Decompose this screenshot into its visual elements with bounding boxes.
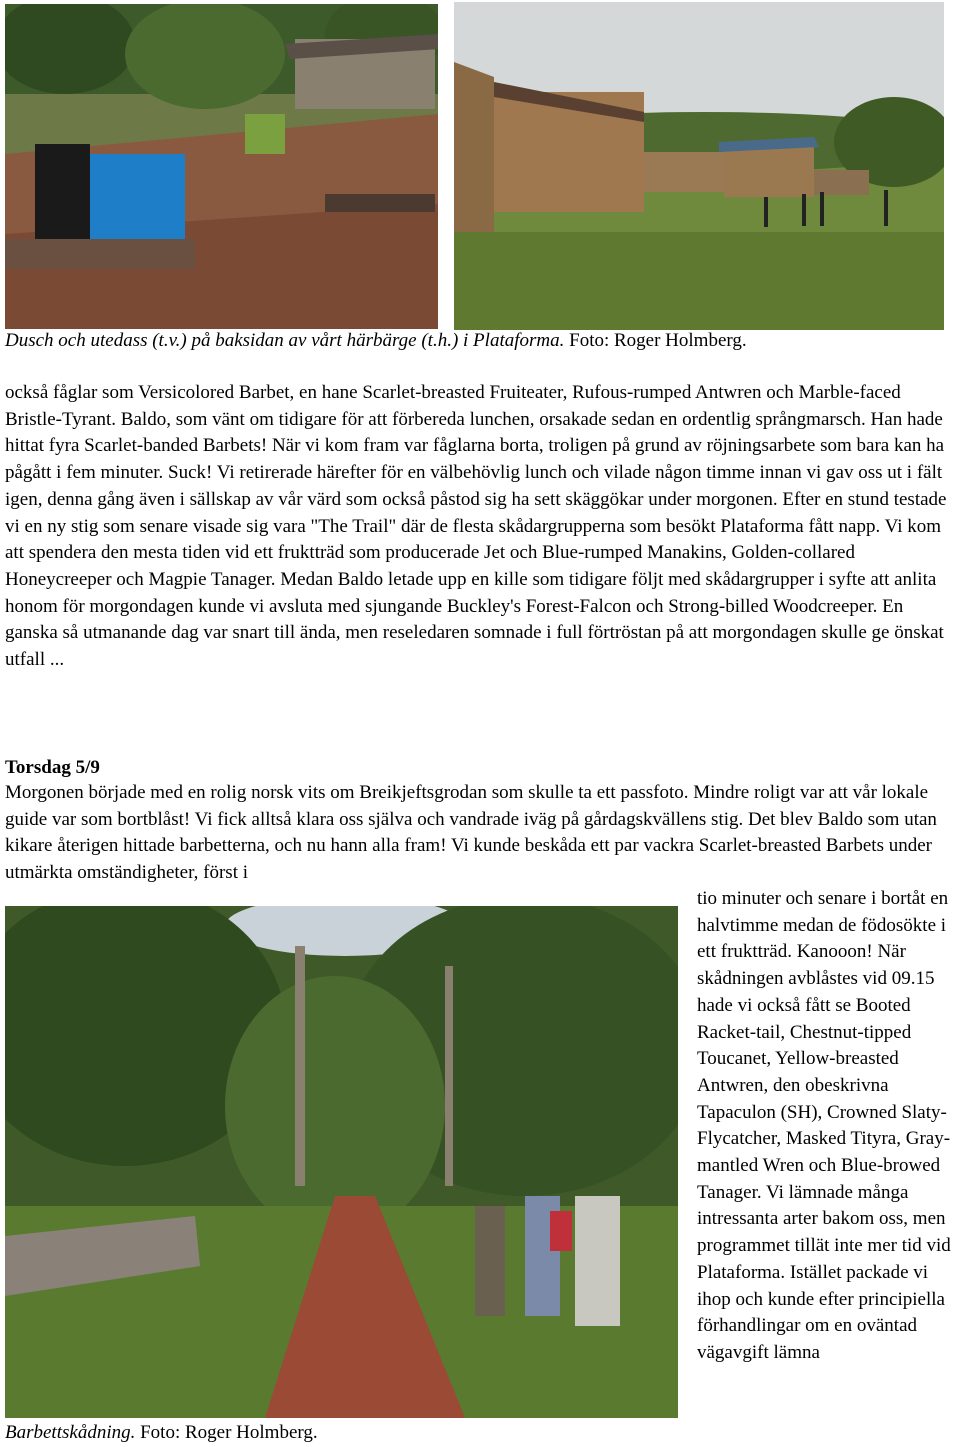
photo-caption-1 (5, 328, 747, 355)
caption-2-credit: Foto: Roger Holmberg. (135, 1422, 318, 1443)
section-heading: Torsdag 5/9 (5, 757, 100, 778)
trail-birdwatching-photo (5, 906, 678, 1418)
caption-2-text: Barbettskådning. (5, 1422, 136, 1443)
guesthouse-photo (454, 2, 944, 330)
caption-1-text: Dusch och utedass (t.v.) på baksidan av vårt härbärge (t.h.) i Plataforma. (5, 330, 565, 351)
body-paragraph-2: Morgonen började med en rolig norsk vits om Breikjeftsgrodan som skulle ta ett passfoto. Mindre roligt var att vår lokale guide var som bortblåst! Vi fick alltså klara oss själva och vandrade iväg på gårdagskvällens stig. Det blev Baldo som utan kikare återigen hittade barbetterna, och nu hann alla fram! Vi kunde beskåda ett par vackra Scarlet-breasted Barbets under utmärkta omständigheter, först i (5, 782, 937, 884)
shower-outhouse-photo (5, 4, 438, 329)
photo-caption-2 (5, 1420, 318, 1447)
caption-1-credit: Foto: Roger Holmberg. (564, 330, 747, 351)
side-column-text: tio minuter och senare i bortåt en halvtimme medan de födosökte i ett fruktträd. Kanooon! När skådningen avblåstes vid 09.15 hade vi också fått se Booted Racket-tail, Chestnut-tipped Toucanet, Yellow-breasted Antwren, den obeskrivna Tapaculon (SH), Crowned Slaty-Flycatcher, Masked Tityra, Gray-mantled Wren och Blue-browed Tanager. Vi lämnade många intressanta arter bakom oss, men programmet tillät inte mer tid vid Plataforma. Istället packade vi ihop och kunde efter principiella förhandlingar om en oväntad vägavgift lämna (697, 888, 951, 1363)
body-paragraph-1: också fåglar som Versicolored Barbet, en hane Scarlet-breasted Fruiteater, Rufous-rumped Antwren och Marble-faced Bristle-Tyrant. Baldo, som vänt om tidigare för att förbereda lunchen, orsakade sedan en ordentlig språngmarsch. Han hade hittat fyra Scarlet-banded Barbets! När vi kom fram var fåglarna borta, troligen på grund av röjningsarbete som bara kan ha pågått i fem minuter. Suck! Vi retirerade härefter för en välbehövlig lunch och vilade någon timme innan vi gav oss ut i fält igen, denna gång även i sällskap av vår värd som också påstod sig ha sett skäggökar under morgonen. Efter en stund testade vi en ny stig som senare visade sig vara "The Trail" där de flesta skådargrupperna som besökt Plataforma fått napp. Vi kom att spendera den mesta tiden vid ett fruktträd som producerade Jet och Blue-rumped Manakins, Golden-collared Honeycreeper och Magpie Tanager. Medan Baldo letade upp en kille som tidigare följt med skådargrupper i syfte att anlita honom för morgondagen kunde vi avsluta med sjungande Buckley's Forest-Falcon och Strong-billed Woodcreeper. En ganska så utmanande dag var snart till ända, men reseledaren somnade i full förtröstan på att morgondagen skulle ge önskat utfall ... (5, 382, 947, 671)
